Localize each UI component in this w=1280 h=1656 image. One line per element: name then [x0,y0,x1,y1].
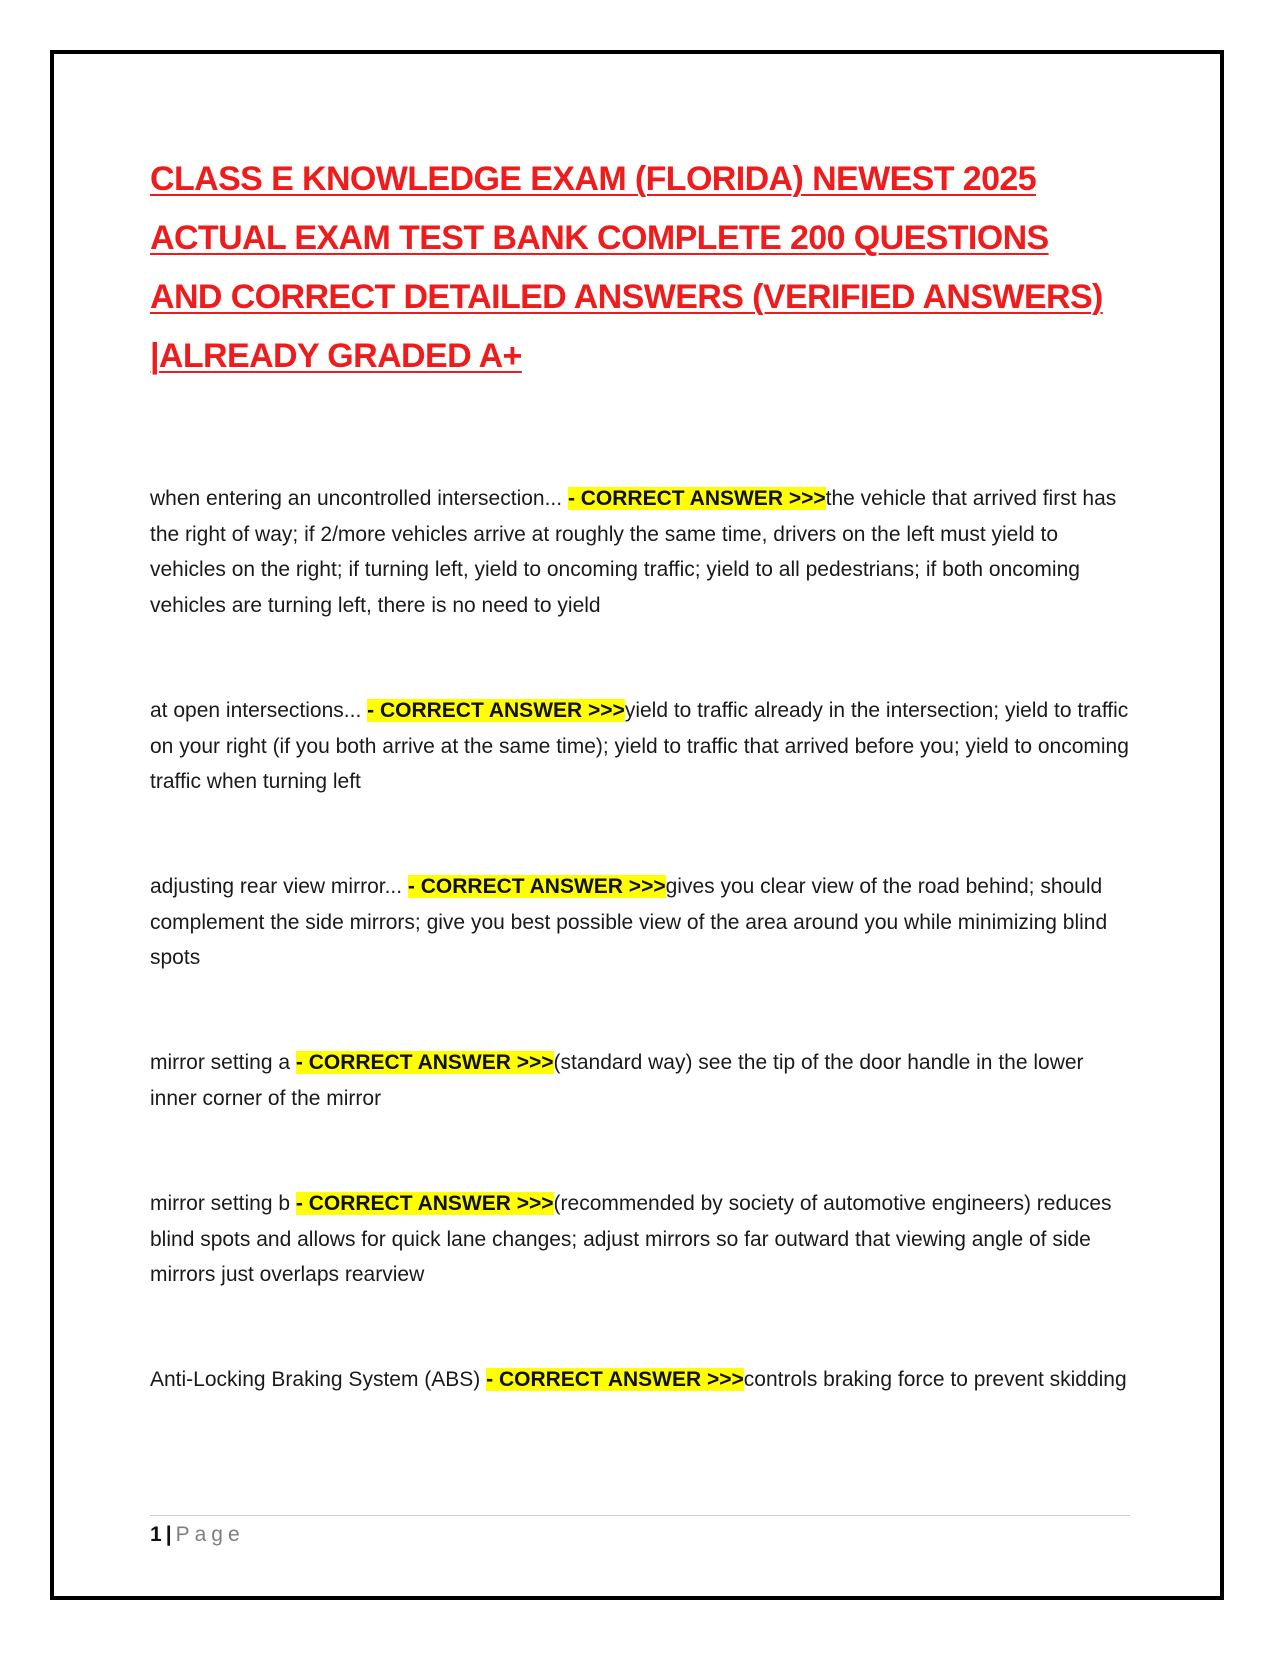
answer-text: gives you clear view of the road behind; should complement the side mirrors; give you best possible view of the area around you while minimizing blind spots [150,875,1108,969]
correct-answer-label: - CORRECT ANSWER >>> [486,1368,744,1391]
question-text: Anti-Locking Braking System (ABS) [150,1368,487,1391]
page-footer [150,1520,245,1550]
qa-item [150,693,1130,800]
question-text: mirror setting a [150,1051,296,1074]
answer-text: controls braking force to prevent skidding [743,1368,1127,1391]
page-number: 1 [150,1523,162,1546]
answer-text: (recommended by society of automotive engineers) reduces blind spots and allows for quick lane changes; adjust mirrors so far outward that viewing angle of side mirrors just overlaps rearview [150,1192,1112,1286]
qa-item [150,1362,1130,1398]
answer-text: the vehicle that arrived first has the right of way; if 2/more vehicles arrive at roughly the same time, drivers on the left must yield to vehicles on the right; if turning left, yield to oncoming traffic; yield to all pedestrians; if both oncoming vehicles are turning left, there is no need to yield [150,487,1117,617]
page-label: Page [175,1523,245,1546]
qa-item [150,481,1130,623]
question-text: adjusting rear view mirror... [150,875,408,898]
question-text: mirror setting b [150,1192,296,1215]
qa-item [150,1045,1130,1116]
answer-text: (standard way) see the tip of the door handle in the lower inner corner of the mirror [150,1051,1084,1110]
correct-answer-label: - CORRECT ANSWER >>> [367,699,625,722]
correct-answer-label: - CORRECT ANSWER >>> [295,1051,554,1074]
question-text: at open intersections... [150,699,368,722]
answer-text: yield to traffic already in the intersection; yield to traffic on your right (if you both arrive at the same time); yield to traffic that arrived before you; yield to oncoming traffic when turning left [150,699,1129,793]
qa-item [150,869,1130,976]
question-text: when entering an uncontrolled intersection... [150,487,568,510]
qa-item [150,1186,1130,1293]
document-title: CLASS E KNOWLEDGE EXAM (FLORIDA) NEWEST 2025 ACTUAL EXAM TEST BANK COMPLETE 200 QUESTIONS AND CORRECT DETAILED ANSWERS (VERIFIED ANSWERS) |ALREADY GRADED A+ [150,160,1103,375]
correct-answer-label: - CORRECT ANSWER >>> [295,1192,554,1215]
correct-answer-label: - CORRECT ANSWER >>> [567,487,826,510]
footer-separator: | [165,1523,172,1546]
footer-divider [150,1515,1130,1516]
correct-answer-label: - CORRECT ANSWER >>> [407,875,666,898]
